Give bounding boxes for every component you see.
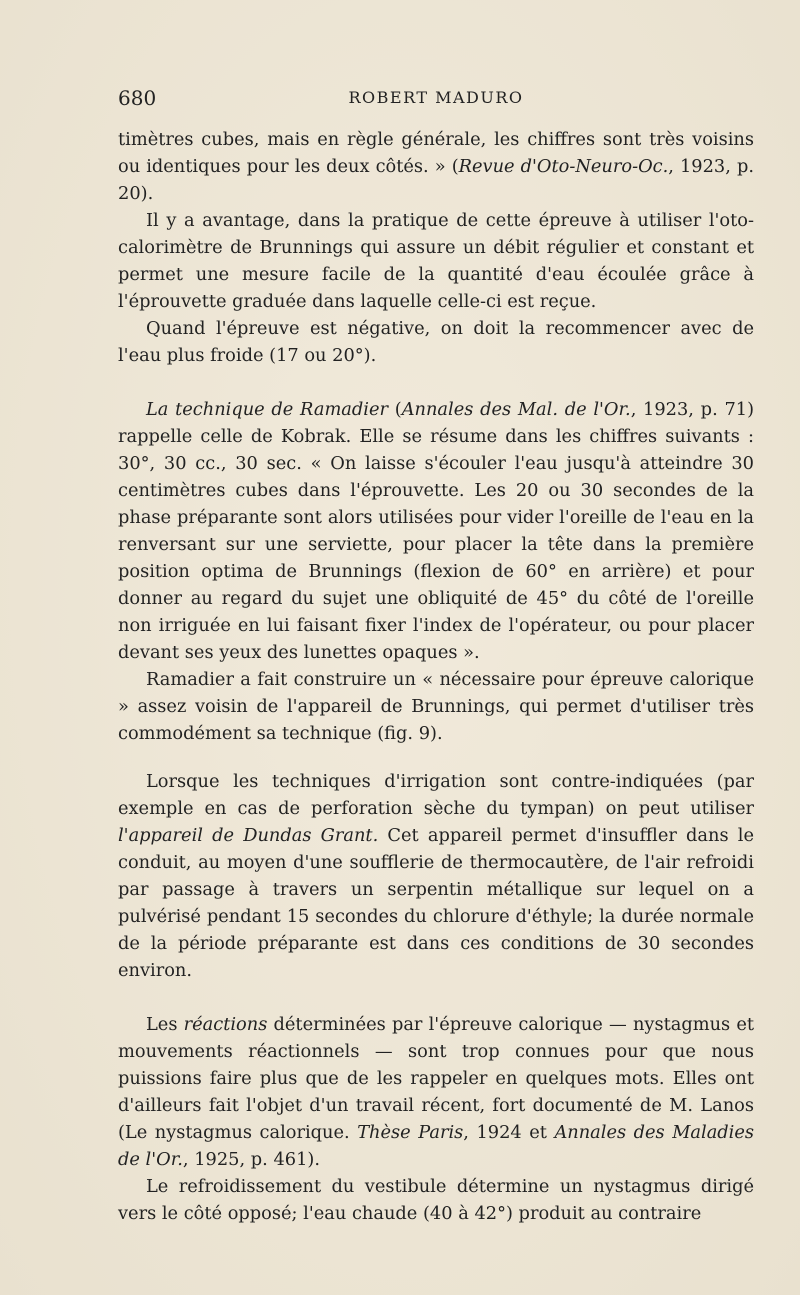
section-heading: La technique de Ramadier	[146, 399, 389, 420]
paragraph-4: La technique de Ramadier (Annales des Mal. de l'Or., 1923, p. 71) rappelle celle de Kobrak. Elle se résume dans les chiffres suivants : 30°, 30 cc., 30 sec. « On laisse s'écouler l'eau jusqu'à atteindre 30 centimètres cubes dans l'éprouvette. Les 20 ou 30 secondes de la phase préparante sont alors utilisées pour vider l'oreille de l'eau en la renversant sur une serviette, pour placer la tête dans la première position optima de Brunnings (flexion de 60° en arrière) et pour donner au regard du sujet une obliquité de 45° du côté de l'oreille non irriguée en lui faisant fixer l'index de l'opérateur, ou pour placer devant ses yeux des lunettes opaques ».	[118, 399, 755, 663]
paragraph-1: timètres cubes, mais en règle générale, les chiffres sont très voisins ou identiques pour les deux côtés. » (Revue d'Oto-Neuro-Oc., 1923, p. 20).	[118, 129, 754, 204]
paragraph-2: Il y a avantage, dans la pratique de cette épreuve à utiliser l'oto-calorimètre de Brunnings qui assure un débit régulier et constant et permet une mesure facile de la quantité d'eau écoulée grâce à l'éprouvette graduée dans laquelle celle-ci est reçue.	[118, 210, 754, 312]
citation-title: Thèse Paris	[357, 1122, 464, 1143]
citation-title: Annales des Mal. de l'Or.	[401, 399, 631, 420]
emphasis: réactions	[183, 1014, 268, 1035]
paragraph-3: Quand l'épreuve est négative, on doit la recommencer avec de l'eau plus froide (17 ou 20°).	[118, 318, 754, 366]
citation-title: Revue d'Oto-Neuro-Oc.	[458, 156, 669, 177]
page-header	[118, 86, 754, 110]
page-number: 680	[118, 86, 157, 110]
running-head: ROBERT MADURO	[348, 88, 524, 107]
paragraph-8: Le refroidissement du vestibule détermine un nystagmus dirigé vers le côté opposé; l'eau chaude (40 à 42°) produit au contraire	[118, 1176, 754, 1224]
citation-title: Annales des Maladies de l'Or.	[118, 1122, 755, 1170]
paragraph-7: Les réactions déterminées par l'épreuve calorique — nystagmus et mouvements réactionnels — sont trop connues pour que nous puissions faire plus que de les rappeler en quelques mots. Elles ont d'ailleurs fait l'objet d'un travail récent, fort documenté de M. Lanos (Le nystagmus calorique. Thèse Paris, 1924 et Annales des Maladies de l'Or., 1925, p. 461).	[118, 1014, 755, 1170]
section-heading: l'appareil de Dundas Grant.	[118, 825, 379, 846]
paragraph-6: Lorsque les techniques d'irrigation sont contre-indiquées (par exemple en cas de perforation sèche du tympan) on peut utiliser l'appareil de Dundas Grant. Cet appareil permet d'insuffler dans le conduit, au moyen d'une soufflerie de thermocautère, de l'air refroidi par passage à travers un serpentin métallique sur lequel on a pulvérisé pendant 15 secondes du chlorure d'éthyle; la durée normale de la période préparante est dans ces conditions de 30 secondes environ.	[118, 771, 754, 981]
body-text	[118, 126, 754, 1227]
paragraph-5: Ramadier a fait construire un « nécessaire pour épreuve calorique » assez voisin de l'appareil de Brunnings, qui permet d'utiliser très commodément sa technique (fig. 9).	[118, 669, 754, 744]
